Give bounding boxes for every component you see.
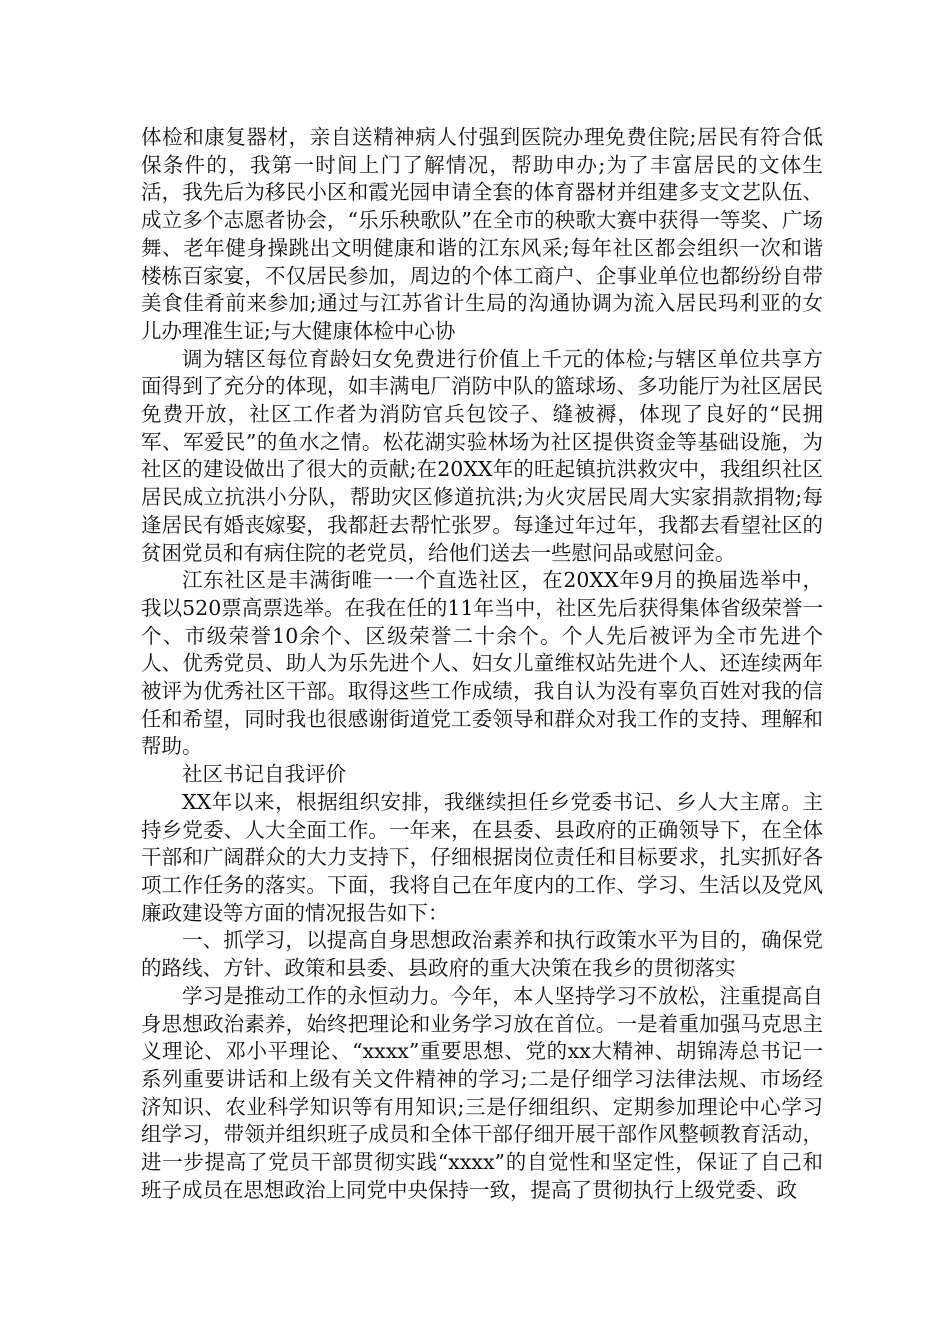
paragraph-6: 学习是推动工作的永恒动力。今年，本人坚持学习不放松，注重提高自身思想政治素养，始终把理论和业务学习放在首位。一是着重加强马克思主义理论、邓小平理论、“xxxx”重要思想、党的xx大精神、胡锦涛总书记一系列重要讲话和上级有关文件精神的学习;二是仔细学习法律法规、市场经济知识、农业科学知识等有用知识;三是仔细组织、定期参加理论中心学习组学习，带领并组织班子成员和全体干部仔细开展干部作风整顿教育活动，进一步提高了党员干部贯彻实践“xxxx”的自觉性和坚定性，保证了自己和班子成员在思想政治上同党中央保持一致，提高了贯彻执行上级党委、政 xyxy=(141,983,823,1202)
paragraph-1: 体检和康复器材，亲自送精神病人付强到医院办理免费住院;居民有符合低保条件的，我第一时间上门了解情况，帮助申办;为了丰富居民的文体生活，我先后为移民小区和霞光园申请全套的体育器材并组建多支文艺队伍、成立多个志愿者协会，“乐乐秧歌队”在全市的秧歌大赛中获得一等奖、广场舞、老年健身操跳出文明健康和谐的江东风采;每年社区都会组织一次和谐楼栋百家宴，不仅居民参加，周边的个体工商户、企事业单位也都纷纷自带美食佳肴前来参加;通过与江苏省计生局的沟通协调为流入居民玛利亚的女儿办理准生证;与大健康体检中心协 xyxy=(141,125,823,343)
paragraph-2: 调为辖区每位育龄妇女免费进行价值上千元的体检;与辖区单位共享方面得到了充分的体现，如丰满电厂消防中队的篮球场、多功能厅为社区居民免费开放，社区工作者为消防官兵包饺子、缝被褥，体现了良好的“民拥军、军爱民”的鱼水之情。松花湖实验林场为社区提供资金等基础设施，为社区的建设做出了很大的贡献;在20XX年的旺起镇抗洪救灾中，我组织社区居民成立抗洪小分队，帮助灾区修道抗洪;为火灾居民周大实家捐款捐物;每逢居民有婚丧嫁娶，我都赶去帮忙张罗。每逢过年过年，我都去看望社区的贫困党员和有病住院的老党员，给他们送去一些慰问品或慰问金。 xyxy=(141,346,823,565)
paragraph-5: 一、抓学习，以提高自身思想政治素养和执行政策水平为目的，确保党的路线、方针、政策和县委、县政府的重大决策在我乡的贯彻落实 xyxy=(141,928,823,981)
section-heading: 社区书记自我评价 xyxy=(182,762,346,787)
paragraph-3: 江东社区是丰满街唯一一个直选社区，在20XX年9月的换届选举中，我以520票高票选举。在我在任的11年当中，社区先后获得集体省级荣誉一个、市级荣誉10余个、区级荣誉二十余个。个人先后被评为全市先进个人、优秀党员、助人为乐先进个人、妇女儿童维权站先进个人、还连续两年被评为优秀社区干部。取得这些工作成绩，我自认为没有辜负百姓对我的信任和希望，同时我也很感谢街道党工委领导和群众对我工作的支持、理解和帮助。 xyxy=(141,568,823,759)
paragraph-4: XX年以来，根据组织安排，我继续担任乡党委书记、乡人大主席。主持乡党委、人大全面工作。一年来，在县委、县政府的正确领导下，在全体干部和广阔群众的大力支持下，仔细根据岗位责任和目标要求，扎实抓好各项工作任务的落实。下面，我将自己在年度内的工作、学习、生活以及党风廉政建设等方面的情况报告如下： xyxy=(141,789,823,925)
document-page xyxy=(141,124,823,1204)
